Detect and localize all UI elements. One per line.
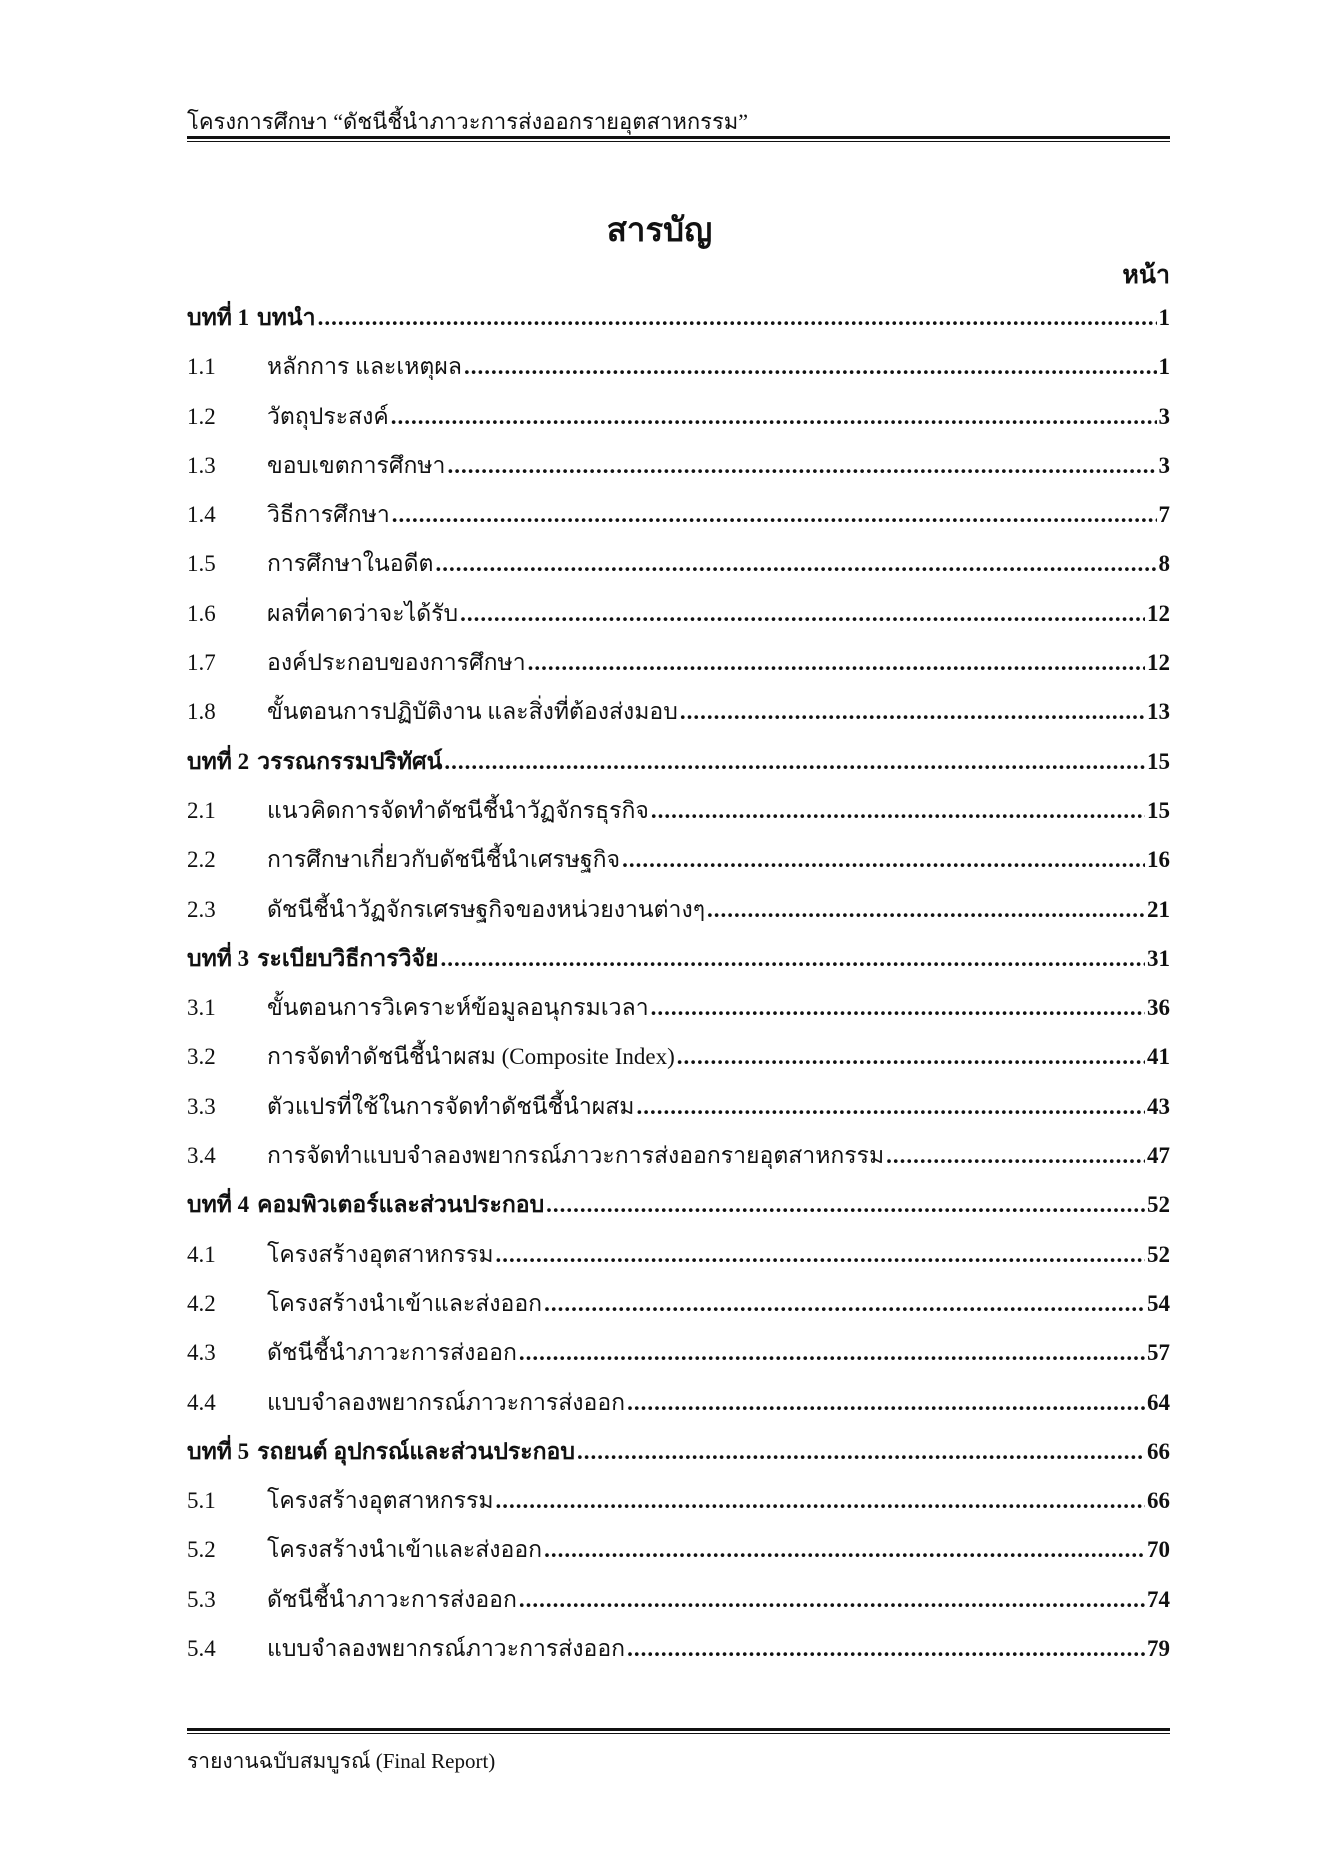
toc-entry-number: 1.5 [187,551,216,577]
toc-entry-label: รถยนต์ อุปกรณ์และส่วนประกอบ [257,1438,575,1464]
toc-dot-leader [392,502,1157,528]
toc-section-entry[interactable] [187,1385,1170,1434]
toc-dot-leader [636,1094,1145,1120]
toc-dot-leader [677,1044,1145,1070]
toc-entry-label: วัตถุประสงค์ [267,403,389,429]
toc-entry-label: คอมพิวเตอร์และส่วนประกอบ [257,1192,545,1218]
toc-dot-leader [627,1390,1145,1416]
toc-entry-page-number: 36 [1147,995,1170,1021]
toc-entry-label: หลักการ และเหตุผล [267,354,462,380]
toc-section-entry[interactable] [187,546,1170,595]
toc-entry-number: บทที่ 2 [187,748,250,774]
toc-entry-number: 1.8 [187,699,216,725]
toc-dot-leader [519,1587,1145,1613]
toc-entry-number: 1.1 [187,354,216,380]
toc-entry-label: ผลที่คาดว่าจะได้รับ [267,600,459,626]
toc-entry-number: 3.4 [187,1143,216,1169]
toc-entry-page-number: 52 [1147,1241,1170,1267]
toc-entry-label: โครงสร้างนำเข้าและส่งออก [267,1537,543,1563]
toc-entry-page-number: 70 [1147,1537,1170,1563]
toc-dot-leader [707,897,1145,923]
toc-dot-leader [546,1192,1145,1218]
toc-entry-page-number: 21 [1147,896,1170,922]
toc-dot-leader [680,699,1145,725]
toc-entry-number: 2.2 [187,847,216,873]
toc-section-entry[interactable] [187,645,1170,694]
toc-section-entry[interactable] [187,1089,1170,1138]
toc-dot-leader [460,601,1145,627]
toc-entry-page-number: 57 [1147,1340,1170,1366]
toc-entry-label: การศึกษาเกี่ยวกับดัชนีชี้นำเศรษฐกิจ [267,847,621,873]
toc-entry-page-number: 47 [1147,1143,1170,1169]
toc-entry-label: การศึกษาในอดีต [267,551,434,577]
toc-entry-page-number: 66 [1147,1438,1170,1464]
footer-divider [187,1728,1170,1734]
toc-entry-number: 1.7 [187,650,216,676]
toc-section-entry[interactable] [187,1335,1170,1384]
toc-entry-number: 1.4 [187,502,216,528]
toc-chapter-entry[interactable] [187,1187,1170,1236]
toc-entry-number: บทที่ 3 [187,945,250,971]
toc-entry-number: 1.3 [187,452,216,478]
toc-dot-leader [391,404,1157,430]
toc-entry-number: 3.1 [187,995,216,1021]
page-title: สารบัญ [606,213,713,249]
toc-dot-leader [651,995,1145,1021]
toc-entry-number: บทที่ 4 [187,1192,250,1218]
toc-section-entry[interactable] [187,1532,1170,1581]
toc-entry-page-number: 66 [1147,1488,1170,1514]
toc-entry-number: 1.6 [187,600,216,626]
toc-entry-number: 2.1 [187,797,216,823]
toc-entry-number: 2.3 [187,896,216,922]
running-header: โครงการศึกษา “ดัชนีชี้นำภาวะการส่งออกรายอุตสาหกรรม” [187,109,749,134]
toc-section-entry[interactable] [187,1237,1170,1286]
toc-entry-label: วิธีการศึกษา [267,502,390,528]
toc-entry-label: โครงสร้างอุตสาหกรรม [267,1241,494,1267]
toc-entry-label: แบบจำลองพยากรณ์ภาวะการส่งออก [267,1389,626,1415]
toc-entry-label: ตัวแปรที่ใช้ในการจัดทำดัชนีชี้นำผสม [267,1093,635,1119]
running-footer: รายงานฉบับสมบูรณ์ (Final Report) [187,1749,496,1773]
toc-chapter-entry[interactable] [187,941,1170,990]
toc-entry-label: ขั้นตอนการวิเคราะห์ข้อมูลอนุกรมเวลา [267,995,649,1021]
table-of-contents [187,300,1170,1680]
toc-entry-page-number: 13 [1147,699,1170,725]
toc-entry-number: 5.1 [187,1488,216,1514]
toc-section-entry[interactable] [187,1039,1170,1088]
toc-entry-page-number: 3 [1158,452,1170,478]
toc-entry-number: 4.3 [187,1340,216,1366]
toc-section-entry[interactable] [187,1286,1170,1335]
toc-section-entry[interactable] [187,349,1170,398]
toc-section-entry[interactable] [187,596,1170,645]
toc-dot-leader [496,1488,1145,1514]
toc-entry-label: ดัชนีชี้นำภาวะการส่งออก [267,1586,517,1612]
toc-entry-page-number: 15 [1147,748,1170,774]
toc-entry-page-number: 7 [1158,502,1170,528]
toc-entry-number: 5.3 [187,1586,216,1612]
toc-entry-page-number: 16 [1147,847,1170,873]
toc-dot-leader [444,749,1145,775]
toc-entry-page-number: 31 [1147,945,1170,971]
toc-entry-number: 3.2 [187,1044,216,1070]
toc-dot-leader [464,354,1157,380]
toc-dot-leader [435,551,1156,577]
toc-dot-leader [440,946,1145,972]
toc-section-entry[interactable] [187,990,1170,1039]
toc-entry-label: ขอบเขตการศึกษา [267,452,446,478]
toc-entry-page-number: 15 [1147,797,1170,823]
toc-dot-leader [627,1636,1145,1662]
toc-entry-label: แนวคิดการจัดทำดัชนีชี้นำวัฏจักรธุรกิจ [267,797,649,823]
toc-section-entry[interactable] [187,1483,1170,1532]
toc-entry-label: โครงสร้างอุตสาหกรรม [267,1488,494,1514]
toc-dot-leader [447,453,1156,479]
toc-dot-leader [886,1143,1145,1169]
toc-dot-leader [519,1340,1145,1366]
toc-entry-label: องค์ประกอบของการศึกษา [267,650,526,676]
toc-dot-leader [528,650,1145,676]
toc-section-entry[interactable] [187,1631,1170,1680]
toc-section-entry[interactable] [187,497,1170,546]
toc-dot-leader [544,1291,1145,1317]
toc-entry-page-number: 8 [1158,551,1170,577]
toc-section-entry[interactable] [187,1138,1170,1187]
toc-entry-number: 3.3 [187,1093,216,1119]
toc-entry-label: ดัชนีชี้นำวัฏจักรเศรษฐกิจของหน่วยงานต่างๆ [267,896,706,922]
toc-entry-label: โครงสร้างนำเข้าและส่งออก [267,1290,543,1316]
toc-dot-leader [577,1439,1145,1465]
toc-chapter-entry[interactable] [187,300,1170,349]
toc-entry-page-number: 52 [1147,1192,1170,1218]
page-column-label: หน้า [1122,262,1170,289]
toc-entry-label: ดัชนีชี้นำภาวะการส่งออก [267,1340,517,1366]
toc-entry-page-number: 12 [1147,600,1170,626]
toc-entry-number: 4.2 [187,1290,216,1316]
toc-entry-label: วรรณกรรมปริทัศน์ [257,748,443,774]
toc-entry-page-number: 41 [1147,1044,1170,1070]
toc-entry-number: 1.2 [187,403,216,429]
toc-section-entry[interactable] [187,892,1170,941]
toc-entry-label: ระเบียบวิธีการวิจัย [257,945,439,971]
toc-entry-page-number: 12 [1147,650,1170,676]
toc-entry-label: การจัดทำดัชนีชี้นำผสม (Composite Index) [267,1044,675,1070]
toc-section-entry[interactable] [187,448,1170,497]
toc-entry-page-number: 43 [1147,1093,1170,1119]
toc-chapter-entry[interactable] [187,1434,1170,1483]
toc-entry-label: แบบจำลองพยากรณ์ภาวะการส่งออก [267,1636,626,1662]
toc-section-entry[interactable] [187,694,1170,743]
toc-chapter-entry[interactable] [187,744,1170,793]
toc-entry-label: บทนำ [257,305,316,330]
toc-entry-page-number: 54 [1147,1290,1170,1316]
toc-entry-number: 4.4 [187,1389,216,1415]
toc-section-entry[interactable] [187,399,1170,448]
toc-dot-leader [544,1537,1145,1563]
toc-entry-page-number: 79 [1147,1636,1170,1662]
toc-dot-leader [318,305,1157,331]
toc-entry-page-number: 3 [1158,403,1170,429]
toc-section-entry[interactable] [187,1582,1170,1631]
toc-section-entry[interactable] [187,842,1170,891]
toc-entry-page-number: 64 [1147,1389,1170,1415]
toc-entry-number: บทที่ 5 [187,1438,250,1464]
toc-dot-leader [496,1242,1145,1268]
toc-section-entry[interactable] [187,793,1170,842]
toc-entry-page-number: 1 [1158,305,1170,330]
toc-dot-leader [651,798,1145,824]
toc-entry-number: 4.1 [187,1241,216,1267]
toc-entry-page-number: 1 [1158,354,1170,380]
toc-dot-leader [622,847,1145,873]
toc-entry-number: 5.4 [187,1636,216,1662]
header-divider [187,136,1170,142]
toc-entry-label: การจัดทำแบบจำลองพยากรณ์ภาวะการส่งออกรายอุตสาหกรรม [267,1143,885,1169]
toc-entry-number: 5.2 [187,1537,216,1563]
toc-entry-label: ขั้นตอนการปฏิบัติงาน และสิ่งที่ต้องส่งมอบ [267,699,678,725]
toc-entry-page-number: 74 [1147,1586,1170,1612]
toc-entry-number: บทที่ 1 [187,305,250,330]
